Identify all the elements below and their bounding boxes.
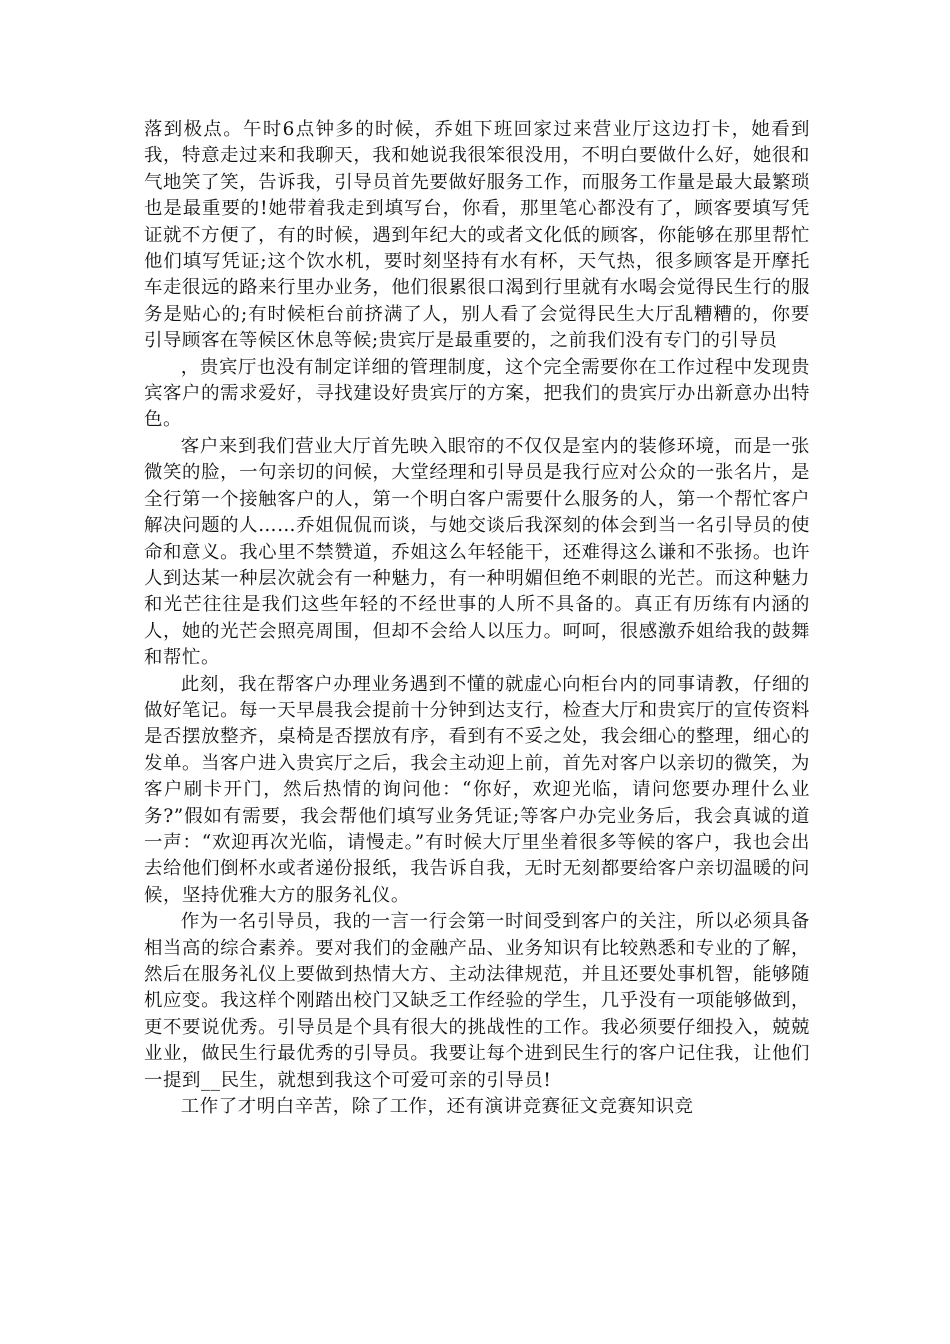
paragraph-6: 工作了才明白辛苦，除了工作，还有演讲竞赛征文竞赛知识竞 <box>180 1096 694 1118</box>
document-body <box>144 117 810 1120</box>
paragraph-1: 落到极点。午时6点钟多的时候，乔姐下班回家过来营业厅这边打卡，她看到我，特意走过来和我聊天，我和她说我很笨很没用，不明白要做什么好，她很和气地笑了笑，告诉我，引导员首先要做好服务工作，而服务工作量是最大最繁琐也是最重要的!她带着我走到填写台，你看，那里笔心都没有了，顾客要填写凭证就不方便了，有的时候，遇到年纪大的或者文化低的顾客，你能够在那里帮忙他们填写凭证;这个饮水机，要时刻坚持有水有杯，天气热，很多顾客是开摩托车走很远的路来行里办业务，他们很累很口渴到行里就有水喝会觉得民生行的服务是贴心的;有时候柜台前挤满了人，别人看了会觉得民生大厅乱糟糟的，你要引导顾客在等候区休息等候;贵宾厅是最重要的，之前我们没有专门的引导员 <box>144 119 810 352</box>
paragraph-2: ，贵宾厅也没有制定详细的管理制度，这个完全需要你在工作过程中发现贵宾客户的需求爱好，寻找建设好贵宾厅的方案，把我们的贵宾厅办出新意办出特色。 <box>144 356 810 431</box>
paragraph-5: 作为一名引导员，我的一言一行会第一时间受到客户的关注，所以必须具备相当高的综合素养。要对我们的金融产品、业务知识有比较熟悉和专业的了解，然后在服务礼仪上要做到热情大方、主动法律规范，并且还要处事机智，能够随机应变。我这样个刚踏出校门又缺乏工作经验的学生，几乎没有一项能够做到，更不要说优秀。引导员是个具有很大的挑战性的工作。我必须要仔细投入，兢兢业业，做民生行最优秀的引导员。我要让每个进到民生行的客户记住我，让他们一提到__民生，就想到我这个可爱可亲的引导员! <box>144 911 810 1091</box>
paragraph-4: 此刻，我在帮客户办理业务遇到不懂的就虚心向柜台内的同事请教，仔细的做好笔记。每一天早晨我会提前十分钟到达支行，检查大厅和贵宾厅的宣传资料是否摆放整齐，桌椅是否摆放有序，看到有不妥之处，我会细心的整理，细心的发单。当客户进入贵宾厅之后，我会主动迎上前，首先对客户以亲切的微笑，为客户刷卡开门，然后热情的询问他：“你好，欢迎光临，请问您要办理什么业务?”假如有需要，我会帮他们填写业务凭证;等客户办完业务后，我会真诚的道一声：“欢迎再次光临，请慢走。”有时候大厅里坐着很多等候的客户，我也会出去给他们倒杯水或者递份报纸，我告诉自我，无时无刻都要给客户亲切温暖的问候，坚持优雅大方的服务礼仪。 <box>144 673 810 906</box>
paragraph-3: 客户来到我们营业大厅首先映入眼帘的不仅仅是室内的装修环境，而是一张微笑的脸，一句亲切的问候，大堂经理和引导员是我行应对公众的一张名片，是全行第一个接触客户的人，第一个明白客户需要什么服务的人，第一个帮忙客户解决问题的人……乔姐侃侃而谈，与她交谈后我深刻的体会到当一名引导员的使命和意义。我心里不禁赞道，乔姐这么年轻能干，还难得这么谦和不张扬。也许人到达某一种层次就会有一种魅力，有一种明媚但绝不刺眼的光芒。而这种魅力和光芒往往是我们这些年轻的不经世事的人所不具备的。真正有历练有内涵的人，她的光芒会照亮周围，但却不会给人以压力。呵呵，很感激乔姐给我的鼓舞和帮忙。 <box>144 435 810 669</box>
